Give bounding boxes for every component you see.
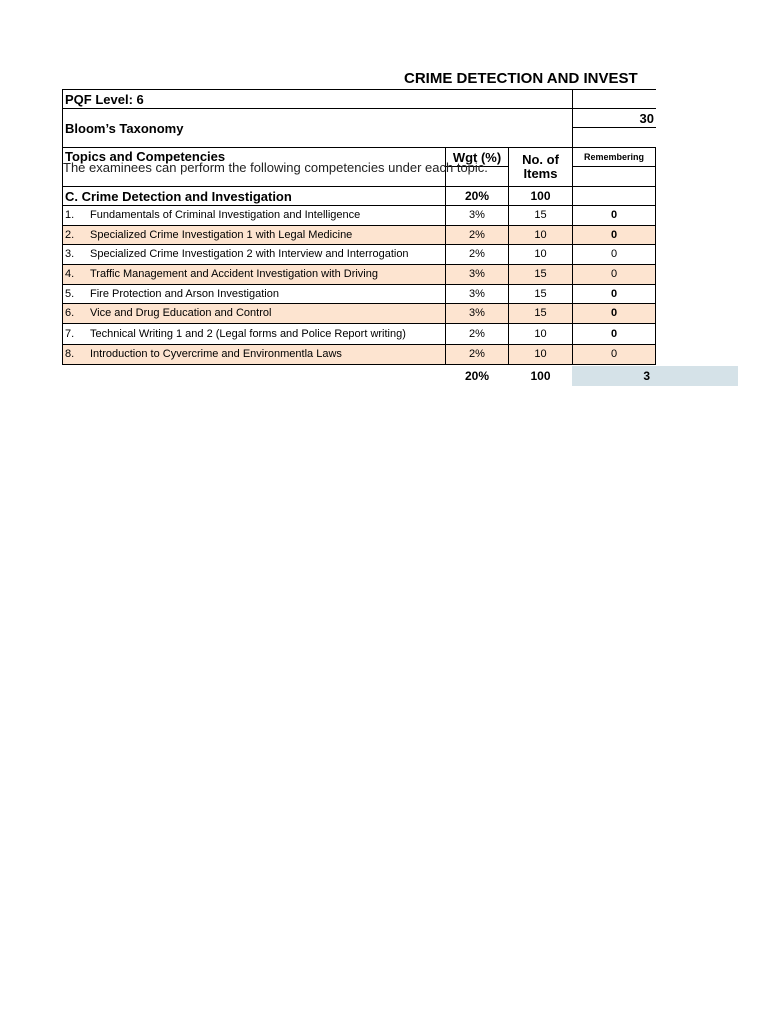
topic-wgt: 2%	[445, 344, 509, 365]
topic-items: 10	[508, 323, 573, 345]
topic-number: 2.	[65, 228, 75, 241]
total-items: 100	[530, 369, 551, 383]
topic-remembering: 0	[572, 264, 656, 285]
topic-wgt: 2%	[445, 323, 509, 345]
topic-number: 6.	[65, 307, 75, 319]
topic-wgt: 2%	[445, 225, 509, 245]
topic-label: Traffic Management and Accident Investigation with Driving	[90, 268, 378, 280]
total-wgt: 20%	[464, 369, 490, 383]
topic-items: 10	[508, 344, 573, 365]
competency-note: The examinees can perform the following competencies under each topic.	[63, 160, 488, 175]
topic-label: Specialized Crime Investigation 1 with Legal Medicine	[90, 228, 353, 241]
topic-remembering: 0	[572, 303, 656, 324]
section-items: 100	[508, 186, 573, 206]
topic-remembering: 0	[572, 344, 656, 365]
topic-label: Specialized Crime Investigation 2 with Interview and Interrogation	[90, 248, 409, 260]
topic-cell	[62, 225, 446, 245]
topic-wgt: 3%	[445, 264, 509, 285]
topic-items: 15	[508, 205, 573, 226]
topic-cell	[62, 323, 446, 345]
topic-label: Introduction to Cyvercrime and Environmentla Laws	[90, 348, 342, 360]
topic-wgt: 2%	[445, 244, 509, 265]
topic-cell	[62, 244, 446, 265]
topic-remembering: 0	[572, 284, 656, 304]
topic-cell	[62, 264, 446, 285]
topic-items: 15	[508, 303, 573, 324]
topic-number: 1.	[65, 209, 75, 221]
bloom-taxonomy-cell: Bloom’s Taxonomy	[62, 108, 573, 148]
items-header: No. of Items	[508, 147, 573, 187]
total-remembering: 3	[572, 366, 738, 386]
topic-wgt: 3%	[445, 205, 509, 226]
topic-remembering: 0	[572, 323, 656, 345]
pqf-level-cell: PQF Level: 6	[62, 89, 573, 109]
topic-number: 4.	[65, 268, 75, 280]
remembering-header: Remembering	[572, 147, 656, 167]
section-remembering	[572, 186, 656, 206]
topic-label: Technical Writing 1 and 2 (Legal forms and Police Report writing)	[90, 327, 406, 340]
bloom-value-cell: 30	[572, 108, 656, 128]
remembering-header-blank	[572, 166, 656, 187]
section-wgt: 20%	[445, 186, 509, 206]
topics-header	[62, 147, 446, 187]
topic-cell	[62, 344, 446, 365]
topic-number: 3.	[65, 248, 75, 260]
topic-cell	[62, 284, 446, 304]
topic-items: 15	[508, 264, 573, 285]
wgt-header-blank	[445, 166, 509, 187]
topic-remembering: 0	[572, 205, 656, 226]
sheet-title: CRIME DETECTION AND INVEST	[404, 70, 638, 87]
topic-items: 10	[508, 225, 573, 245]
topic-wgt: 3%	[445, 303, 509, 324]
topic-cell	[62, 205, 446, 226]
topic-number: 5.	[65, 287, 75, 300]
topic-label: Vice and Drug Education and Control	[90, 307, 272, 319]
empty-level-cell	[572, 127, 656, 148]
topic-label: Fundamentals of Criminal Investigation and Intelligence	[90, 209, 361, 221]
topic-remembering: 0	[572, 225, 656, 245]
empty-header-cell	[572, 89, 656, 109]
topic-remembering: 0	[572, 244, 656, 265]
topic-label: Fire Protection and Arson Investigation	[90, 287, 279, 300]
section-label: C. Crime Detection and Investigation	[62, 186, 446, 206]
topic-cell	[62, 303, 446, 324]
topic-items: 10	[508, 244, 573, 265]
wgt-header: Wgt (%)	[445, 147, 509, 167]
topic-wgt: 3%	[445, 284, 509, 304]
topic-number: 8.	[65, 348, 75, 360]
topics-header-label: Topics and Competencies	[65, 149, 226, 164]
topic-items: 15	[508, 284, 573, 304]
topic-number: 7.	[65, 327, 75, 340]
